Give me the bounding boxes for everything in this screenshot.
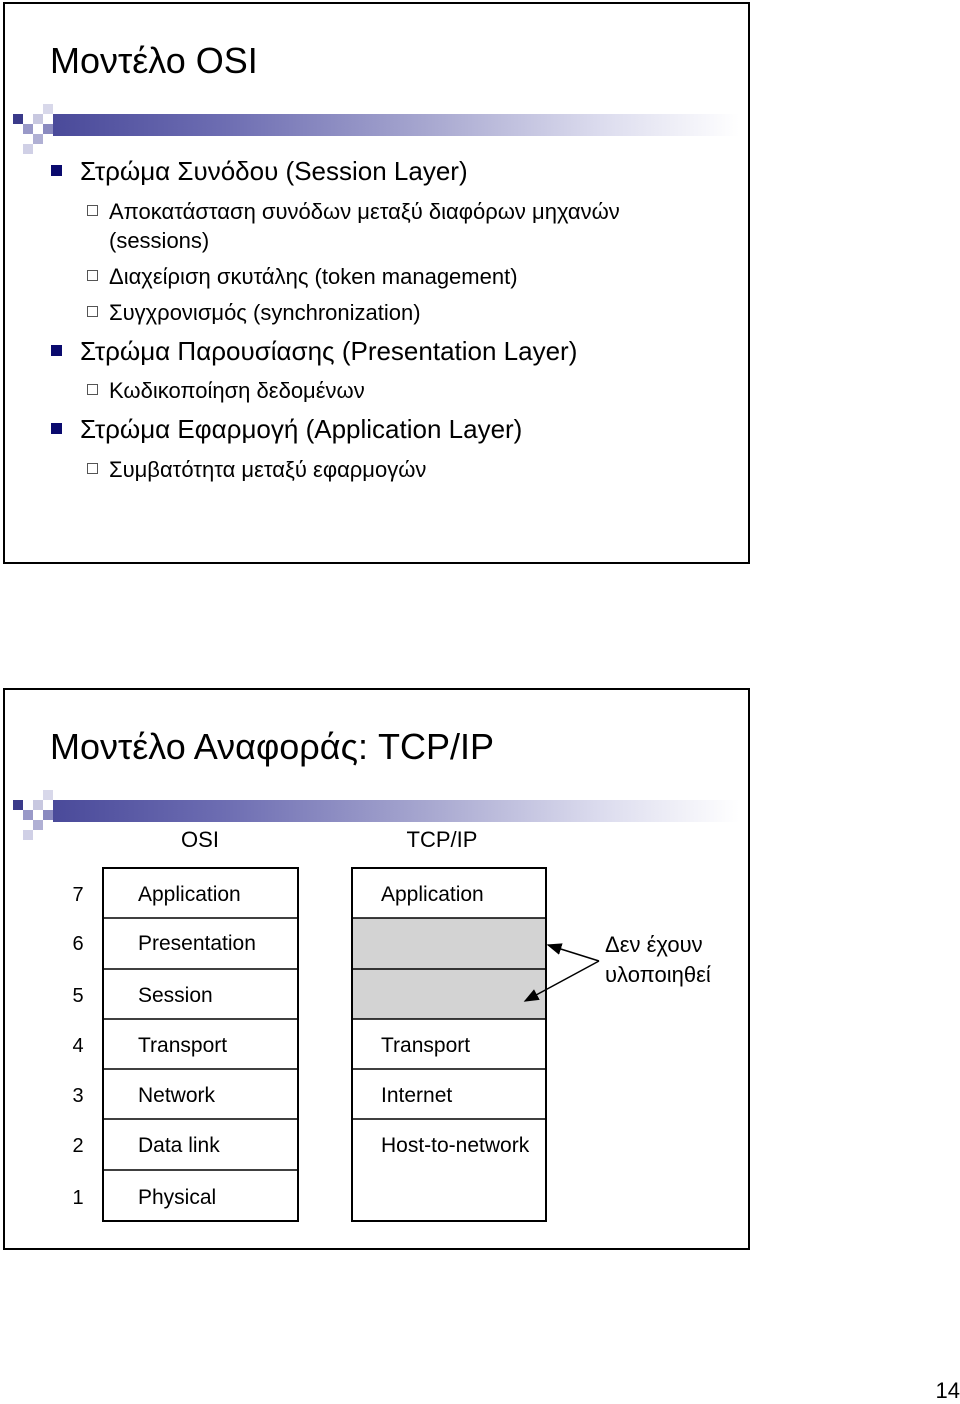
osi-layer-label: Data link bbox=[138, 1134, 220, 1157]
bullet-text: Συμβατότητα μεταξύ εφαρμογών bbox=[109, 457, 427, 482]
arrow-to-presentation-gap bbox=[548, 945, 599, 961]
bullet-text: (sessions) bbox=[109, 228, 210, 253]
osi-header: OSI bbox=[181, 827, 219, 852]
tcpip-header: TCP/IP bbox=[406, 827, 478, 852]
annotation-line2: υλοποιηθεί bbox=[605, 962, 711, 987]
deco-square bbox=[43, 124, 53, 134]
slide-title: Μοντέλο OSI bbox=[50, 40, 258, 81]
slide-title: Μοντέλο Αναφοράς: TCP/IP bbox=[50, 726, 494, 767]
deco-square bbox=[23, 144, 33, 154]
layer-number: 3 bbox=[72, 1085, 84, 1107]
bullet-text: Κωδικοποίηση δεδομένων bbox=[109, 378, 365, 403]
square-bullet-icon bbox=[51, 345, 62, 356]
layer-number: 7 bbox=[72, 884, 84, 906]
tcpip-layer-label: Transport bbox=[381, 1034, 471, 1057]
layer-number: 6 bbox=[72, 933, 84, 955]
deco-square bbox=[33, 800, 43, 810]
annotation-line1: Δεν έχουν bbox=[605, 932, 703, 957]
deco-square bbox=[23, 810, 33, 820]
layer-number: 2 bbox=[72, 1135, 84, 1157]
title-decoration bbox=[13, 100, 741, 164]
osi-layer-label: Session bbox=[138, 984, 213, 1007]
tcpip-layer-label: Host-to-network bbox=[381, 1134, 530, 1157]
hollow-square-bullet-icon bbox=[87, 384, 98, 395]
deco-square bbox=[33, 134, 43, 144]
deco-square bbox=[43, 810, 53, 820]
hollow-square-bullet-icon bbox=[87, 463, 98, 474]
bullet-text: Στρώμα Εφαρμογή (Application Layer) bbox=[80, 414, 523, 444]
layer-number: 1 bbox=[72, 1187, 84, 1209]
osi-layer-label: Transport bbox=[138, 1034, 228, 1057]
deco-square bbox=[43, 790, 53, 800]
tcpip-layer-label: Application bbox=[381, 883, 484, 906]
hollow-square-bullet-icon bbox=[87, 205, 98, 216]
hollow-square-bullet-icon bbox=[87, 306, 98, 317]
osi-vs-tcpip-diagram bbox=[5, 825, 748, 1245]
bullet-text: Στρώμα Συνόδου (Session Layer) bbox=[80, 156, 468, 186]
bullet-text: Αποκατάσταση συνόδων μεταξύ διαφόρων μηχανών bbox=[109, 199, 620, 224]
osi-layer-label: Presentation bbox=[138, 932, 256, 955]
page-number: 14 bbox=[935, 1378, 960, 1403]
slide-osi bbox=[3, 2, 750, 564]
osi-layer-label: Physical bbox=[138, 1186, 217, 1209]
bullet-text: Διαχείριση σκυτάλης (token management) bbox=[109, 264, 518, 289]
square-bullet-icon bbox=[51, 165, 62, 176]
osi-layer-label: Application bbox=[138, 883, 241, 906]
tcpip-layer-label: Internet bbox=[381, 1084, 453, 1107]
hollow-square-bullet-icon bbox=[87, 270, 98, 281]
slide-tcpip bbox=[3, 688, 750, 1250]
deco-square bbox=[43, 104, 53, 114]
deco-square bbox=[33, 114, 43, 124]
deco-square bbox=[13, 800, 23, 810]
bullet-text: Συγχρονισμός (synchronization) bbox=[109, 300, 421, 325]
gradient-bar bbox=[53, 800, 739, 822]
bullet-text: Στρώμα Παρουσίασης (Presentation Layer) bbox=[80, 336, 578, 366]
square-bullet-icon bbox=[51, 423, 62, 434]
layer-number: 5 bbox=[72, 985, 84, 1007]
deco-square bbox=[23, 124, 33, 134]
gradient-bar bbox=[53, 114, 739, 136]
deco-square bbox=[13, 114, 23, 124]
layer-number: 4 bbox=[72, 1035, 84, 1057]
osi-layer-label: Network bbox=[138, 1084, 216, 1107]
